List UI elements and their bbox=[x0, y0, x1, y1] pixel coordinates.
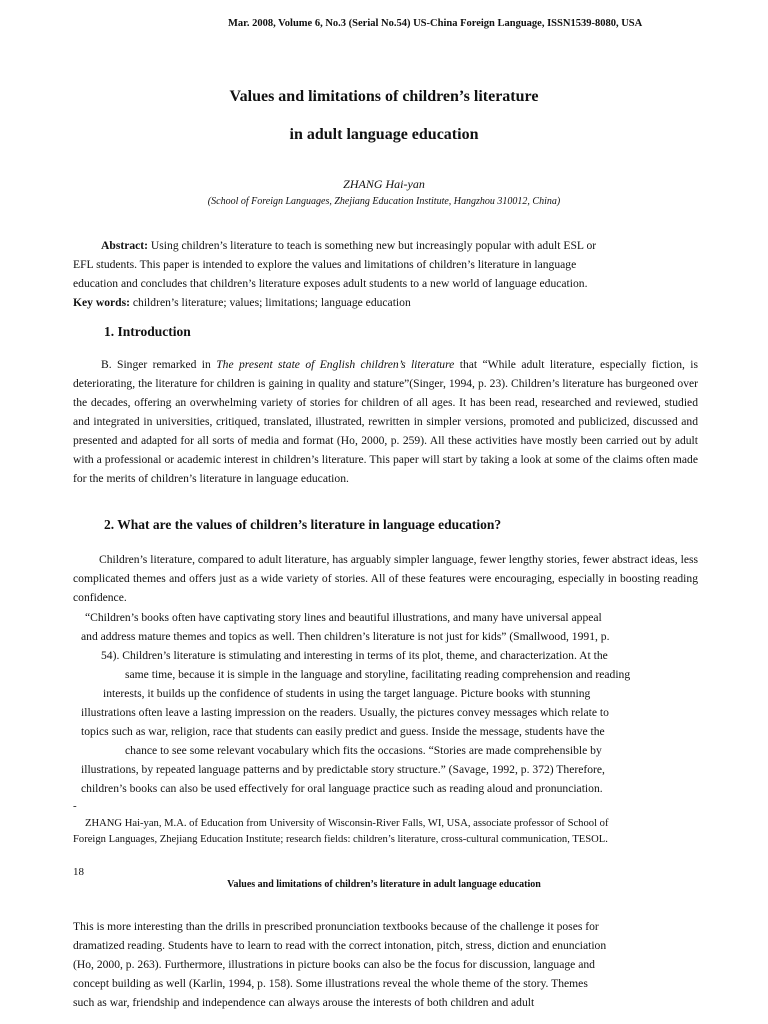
page2-line-5: such as war, friendship and independence can always arouse the interests of both children and adult bbox=[73, 996, 535, 1009]
author-name: ZHANG Hai-yan bbox=[343, 177, 425, 191]
p2-line-9: illustrations, by repeated language patterns and by predictable story structure.” (Savage, 1992, p. 372) Therefore, bbox=[81, 763, 605, 776]
section-1-paragraph bbox=[73, 355, 698, 488]
page2-line-2: dramatized reading. Students have to learn to read with the correct intonation, pitch, stress, diction and enunciation bbox=[73, 939, 607, 952]
section-1-body: that “While adult literature, especially fiction, is deteriorating, the literature for children is gaining in quality and stature”(Singer, 1994, p. 23). Children’s literature has burgeoned over the decades, offering an overwhelming variety of stories for children of all ages. It has been read, researched and reviewed, studied and integrated in universities, critiqued, translated, illustrated, rewritten in simpler versions, promoted and publicized, discussed and presented and adapted for all sorts of media and format (Ho, 2000, p. 259). All these activities have mostly been carried out by adult with a professional or academic interest in children’s literature. This paper will start by taking a look at some of the claims often made for the merits of children’s literature in language education. bbox=[73, 358, 698, 485]
p2-line-6: illustrations often leave a lasting impression on the readers. Usually, the pictures convey messages which relate to bbox=[81, 706, 609, 719]
keywords-label: Key words: bbox=[73, 296, 130, 309]
author-footnote bbox=[73, 816, 698, 847]
cited-book-title: The present state of English children’s literature bbox=[216, 358, 455, 371]
abstract-line-2: EFL students. This paper is intended to explore the values and limitations of children’s literature in language bbox=[73, 258, 577, 271]
page2-line-3: (Ho, 2000, p. 263). Furthermore, illustrations in picture books can also be the focus for discussion, language and bbox=[73, 958, 595, 971]
section-1-lead: B. Singer remarked in bbox=[101, 358, 217, 371]
section-2-heading: 2. What are the values of children’s literature in language education? bbox=[104, 517, 502, 532]
p2-line-10: children’s books can also be used effectively for oral language practice such as reading aloud and pronunciation. bbox=[81, 782, 603, 795]
abstract-line-1 bbox=[73, 236, 698, 255]
p2-line-7: topics such as war, religion, race that students can easily predict and guess. Inside the message, students have the bbox=[81, 725, 605, 738]
running-head: Values and limitations of children’s literature in adult language education bbox=[227, 879, 541, 890]
abstract-text-1: Using children’s literature to teach is something new but increasingly popular with adult ESL or bbox=[148, 239, 597, 252]
p2-line-2: and address mature themes and topics as well. Then children’s literature is not just for kids” (Smallwood, 1991, p. bbox=[81, 630, 610, 643]
section-2-paragraph-2 bbox=[73, 608, 698, 798]
p2-line-8: chance to see some relevant vocabulary which fits the occasions. “Stories are made comprehensible by bbox=[125, 744, 602, 757]
abstract-label: Abstract: bbox=[101, 239, 149, 252]
footnote-line-1: ZHANG Hai-yan, M.A. of Education from University of Wisconsin-River Falls, WI, USA, associate professor of School of bbox=[85, 818, 609, 829]
p2-line-5: interests, it builds up the confidence of students in using the target language. Picture books with stunning bbox=[103, 687, 591, 700]
footnote-line-2: Foreign Languages, Zhejiang Education Institute; research fields: children’s literature, cross-cultural communication, TESOL. bbox=[73, 833, 608, 845]
footnote-mark: - bbox=[73, 800, 77, 812]
section-2-paragraph-1: Children’s literature, compared to adult literature, has arguably simpler language, fewer lengthy stories, fewer abstract ideas, less complicated themes and offers just as a wide variety of stories. All of these features were encouraging, especially in boosting reading confidence. bbox=[73, 553, 698, 604]
keywords bbox=[73, 293, 698, 312]
section-1-heading: 1. Introduction bbox=[104, 324, 191, 339]
keywords-text: children’s literature; values; limitations; language education bbox=[130, 296, 411, 309]
paper-title-line-1: Values and limitations of children’s literature bbox=[229, 88, 539, 105]
page-2-paragraph bbox=[73, 917, 698, 1012]
p2-line-1: “Children’s books often have captivating story lines and beautiful illustrations, and many have universal appeal bbox=[85, 611, 602, 624]
p2-line-3: 54). Children’s literature is stimulating and interesting in terms of its plot, theme, and characterization. At the bbox=[101, 649, 608, 662]
abstract-line-3: education and concludes that children’s literature exposes adult students to a new world of language education. bbox=[73, 277, 588, 290]
paper-title-line-2: in adult language education bbox=[289, 126, 479, 143]
author-affiliation: (School of Foreign Languages, Zhejiang Education Institute, Hangzhou 310012, China) bbox=[207, 196, 561, 207]
abstract bbox=[73, 236, 698, 293]
p2-line-4: same time, because it is simple in the language and storyline, facilitating reading comprehension and reading bbox=[125, 668, 631, 681]
page2-line-4: concept building as well (Karlin, 1994, p. 158). Some illustrations reveal the whole theme of the story. Themes bbox=[73, 977, 588, 990]
page2-line-1: This is more interesting than the drills in prescribed pronunciation textbooks because of the challenge it poses for bbox=[73, 920, 599, 933]
page-number: 18 bbox=[73, 866, 84, 878]
journal-header: Mar. 2008, Volume 6, No.3 (Serial No.54) US-China Foreign Language, ISSN1539-8080, USA bbox=[228, 18, 643, 29]
